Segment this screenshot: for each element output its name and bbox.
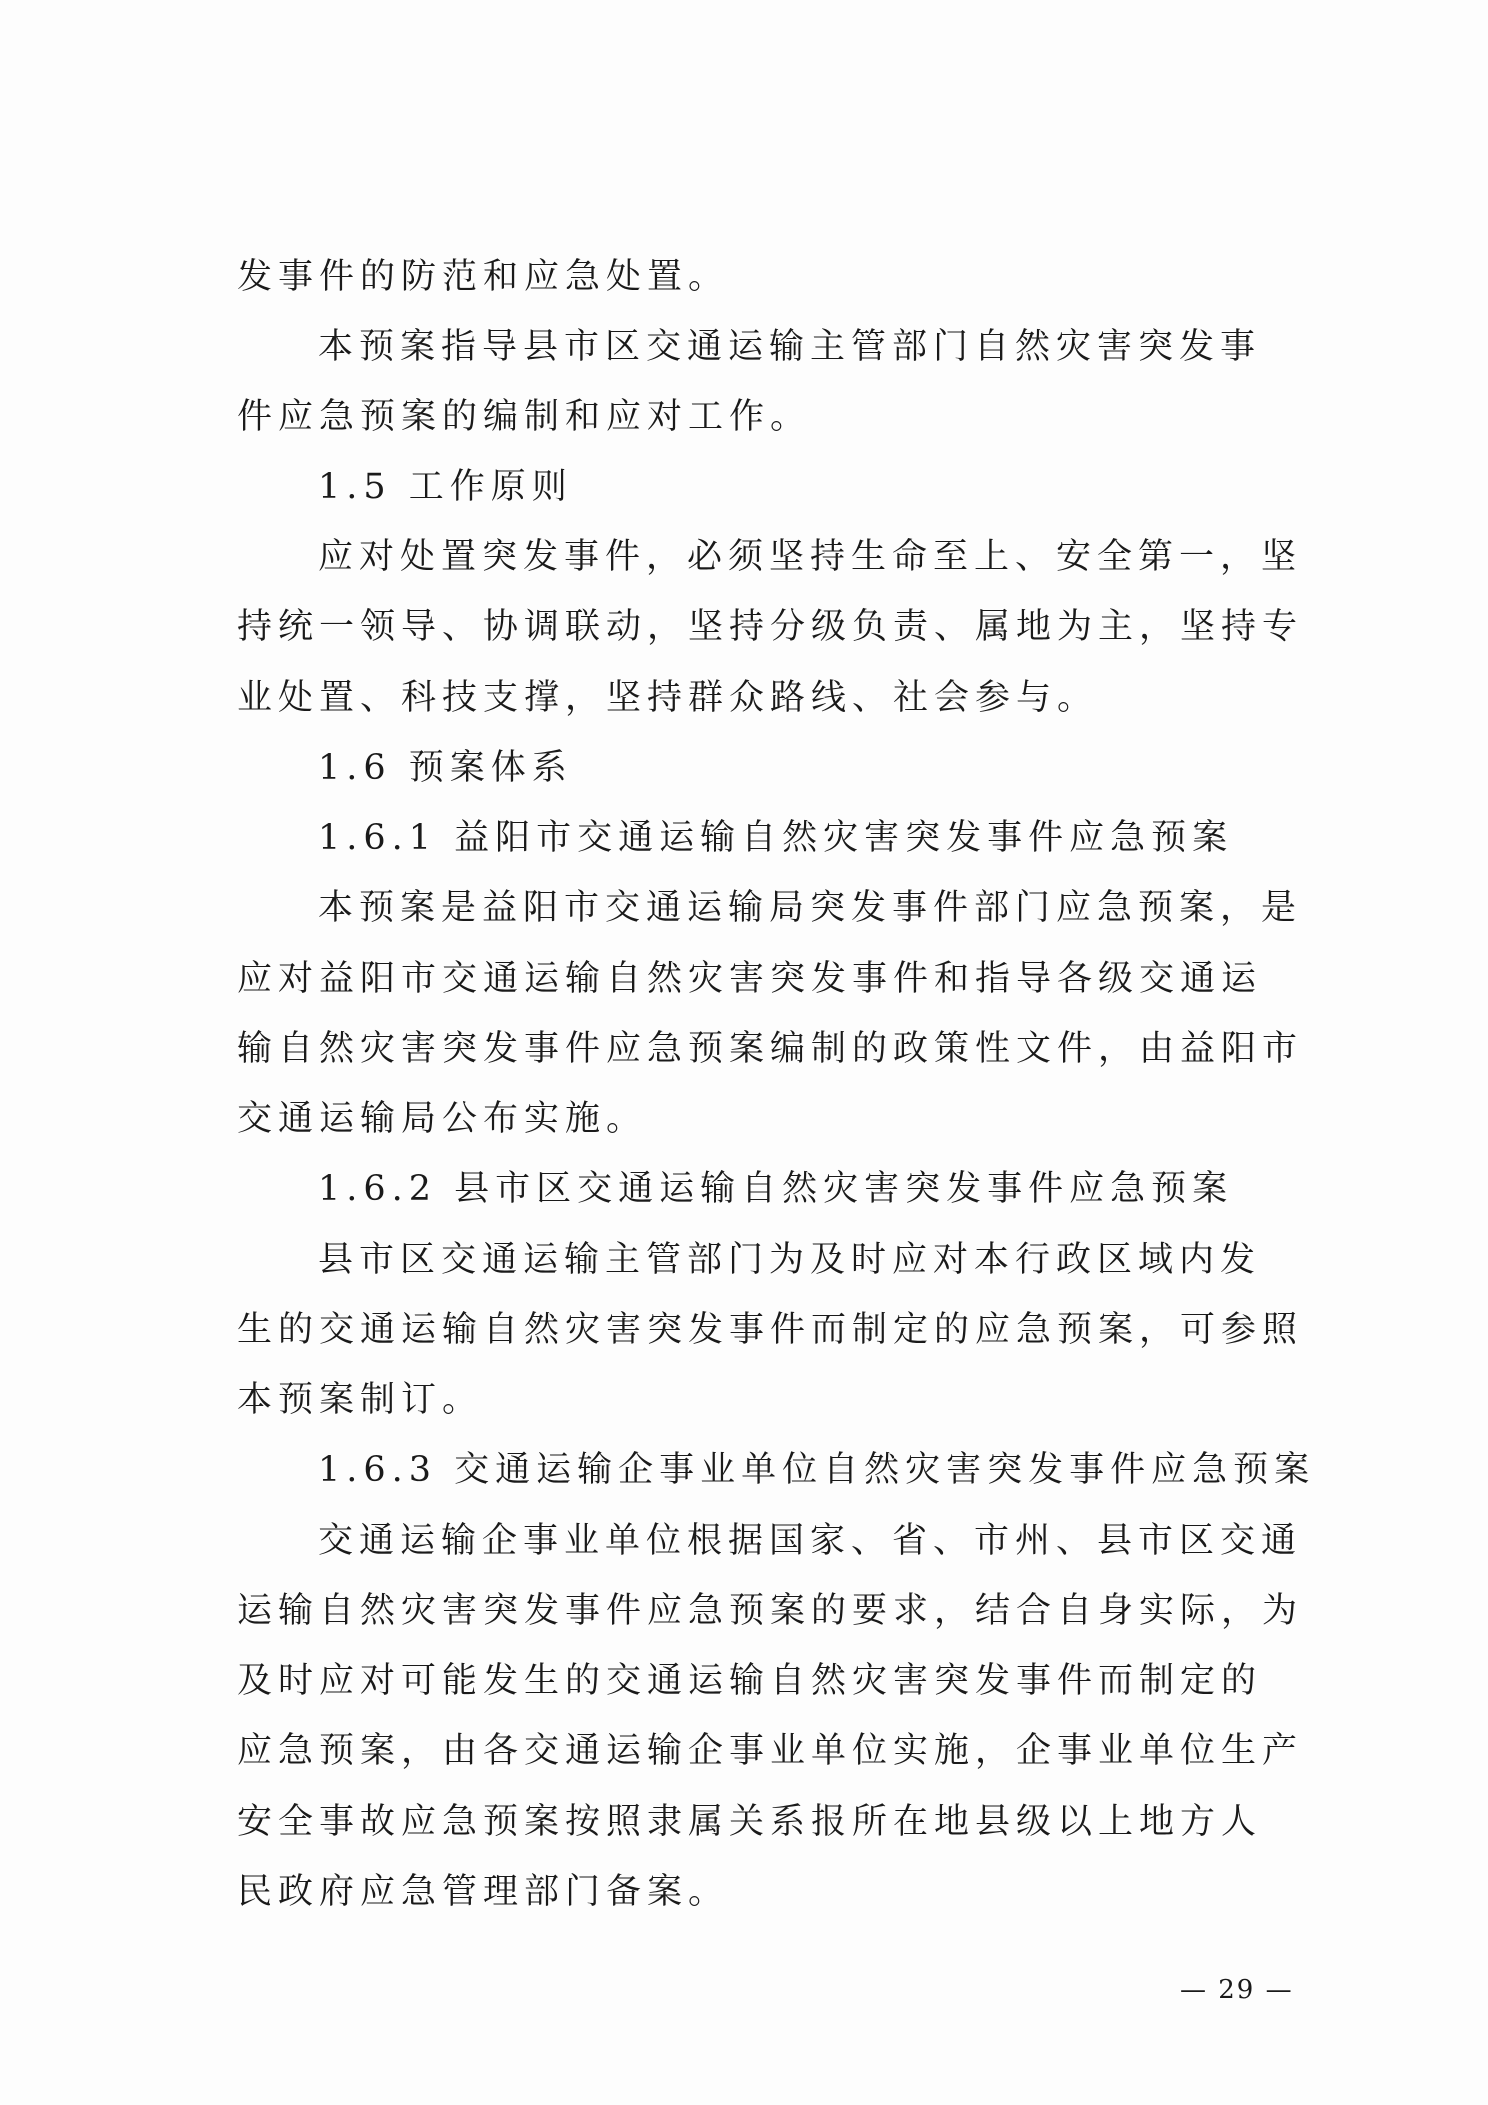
body-text-line: 发事件的防范和应急处置。 bbox=[237, 257, 730, 297]
body-text-line: 应急预案，由各交通运输企事业单位实施，企事业单位生产 bbox=[237, 1731, 1304, 1771]
subsection-heading: 1.6.1 益阳市交通运输自然灾害突发事件应急预案 bbox=[318, 818, 1234, 858]
page-number: — 29 — bbox=[1180, 1975, 1294, 2005]
body-text-line: 及时应对可能发生的交通运输自然灾害突发事件而制定的 bbox=[237, 1661, 1263, 1701]
section-heading: 1.5 工作原则 bbox=[318, 467, 573, 507]
body-text-line: 输自然灾害突发事件应急预案编制的政策性文件，由益阳市 bbox=[237, 1029, 1304, 1069]
body-text-line: 交通运输局公布实施。 bbox=[237, 1099, 648, 1139]
body-text-line: 民政府应急管理部门备案。 bbox=[237, 1872, 730, 1912]
body-text-line: 本预案制订。 bbox=[237, 1380, 484, 1420]
body-text-line: 应对处置突发事件，必须坚持生命至上、安全第一，坚 bbox=[318, 537, 1303, 577]
body-text-line: 业处置、科技支撑，坚持群众路线、社会参与。 bbox=[237, 678, 1099, 718]
body-text-line: 持统一领导、协调联动，坚持分级负责、属地为主，坚持专 bbox=[237, 607, 1304, 647]
body-text-line: 件应急预案的编制和应对工作。 bbox=[237, 397, 812, 437]
body-text-line: 运输自然灾害突发事件应急预案的要求，结合自身实际，为 bbox=[237, 1591, 1304, 1631]
subsection-heading: 1.6.3 交通运输企事业单位自然灾害突发事件应急预案 bbox=[318, 1450, 1316, 1490]
body-text-line: 生的交通运输自然灾害突发事件而制定的应急预案，可参照 bbox=[237, 1310, 1304, 1350]
body-text-line: 县市区交通运输主管部门为及时应对本行政区域内发 bbox=[318, 1240, 1262, 1280]
body-text-line: 应对益阳市交通运输自然灾害突发事件和指导各级交通运 bbox=[237, 959, 1263, 999]
section-heading: 1.6 预案体系 bbox=[318, 748, 573, 788]
body-text-line: 安全事故应急预案按照隶属关系报所在地县级以上地方人 bbox=[237, 1802, 1263, 1842]
body-text-line: 交通运输企事业单位根据国家、省、市州、县市区交通 bbox=[318, 1521, 1303, 1561]
body-text-line: 本预案是益阳市交通运输局突发事件部门应急预案，是 bbox=[318, 888, 1303, 928]
subsection-heading: 1.6.2 县市区交通运输自然灾害突发事件应急预案 bbox=[318, 1169, 1234, 1209]
body-text-line: 本预案指导县市区交通运输主管部门自然灾害突发事 bbox=[318, 327, 1262, 367]
